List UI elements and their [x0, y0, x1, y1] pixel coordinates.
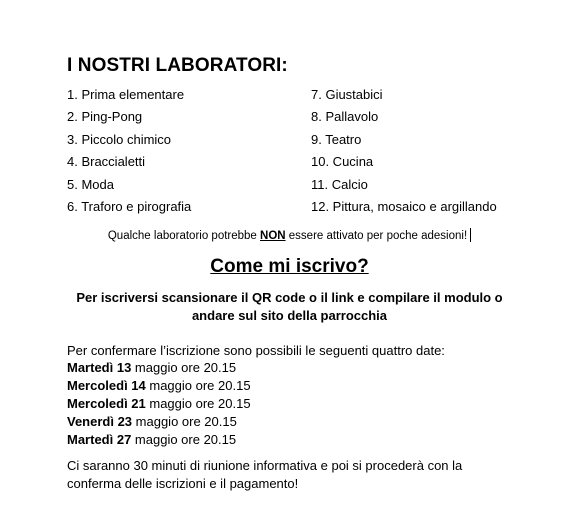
text-cursor[interactable] — [470, 228, 471, 242]
lab-item: 10. Cucina — [311, 154, 374, 170]
date-time: maggio ore 20.15 — [145, 378, 251, 393]
date-item — [67, 359, 251, 377]
date-item — [67, 395, 251, 413]
labs-title: I NOSTRI LABORATORI: — [67, 55, 288, 76]
date-day: Mercoledì 21 — [67, 396, 146, 411]
labs-list-left — [67, 86, 327, 220]
date-day: Venerdì 23 — [67, 414, 133, 429]
notice-text-end: essere attivato per poche adesioni! — [285, 230, 468, 242]
lab-item: 9. Teatro — [311, 131, 362, 147]
dates-intro: Per confermare l’iscrizione sono possibili le seguenti quattro date: — [67, 343, 445, 358]
labs-list-right — [311, 86, 571, 220]
date-day: Martedì 27 — [67, 432, 132, 447]
date-item — [67, 377, 251, 395]
signup-heading: Come mi iscrivo? — [210, 256, 369, 277]
date-time: maggio ore 20.15 — [131, 360, 237, 375]
lab-item: 11. Calcio — [311, 176, 368, 192]
activation-notice — [0, 228, 579, 242]
lab-item: 7. Giustabici — [311, 87, 383, 102]
notice-emphasis: NON — [260, 230, 286, 242]
date-time: maggio ore 20.15 — [131, 432, 237, 447]
closing-note: Ci saranno 30 minuti di riunione informativa e poi si procederà con la conferma delle iscrizioni e il pagamento! — [67, 458, 463, 491]
lab-item: 4. Braccialetti — [67, 154, 146, 170]
lab-item: 12. Pittura, mosaico e argillando — [311, 198, 497, 214]
date-item — [67, 413, 251, 431]
lab-item: 8. Pallavolo — [311, 109, 379, 125]
signup-instructions: Per iscriversi scansionare il QR code o il link e compilare il modulo o andare sul sito della parrocchia — [76, 290, 503, 323]
notice-text-start: Qualche laboratorio potrebbe — [107, 230, 261, 242]
lab-item: 6. Traforo e pirografia — [67, 198, 192, 214]
lab-item: 1. Prima elementare — [67, 87, 185, 102]
date-day: Martedì 13 — [67, 360, 132, 375]
date-day: Mercoledì 14 — [67, 378, 146, 393]
lab-item: 2. Ping-Pong — [67, 109, 143, 125]
dates-list — [67, 359, 251, 449]
lab-item: 5. Moda — [67, 176, 114, 192]
lab-item: 3. Piccolo chimico — [67, 131, 172, 147]
date-time: maggio ore 20.15 — [132, 414, 237, 429]
date-item — [67, 431, 251, 449]
date-time: maggio ore 20.15 — [145, 396, 251, 411]
